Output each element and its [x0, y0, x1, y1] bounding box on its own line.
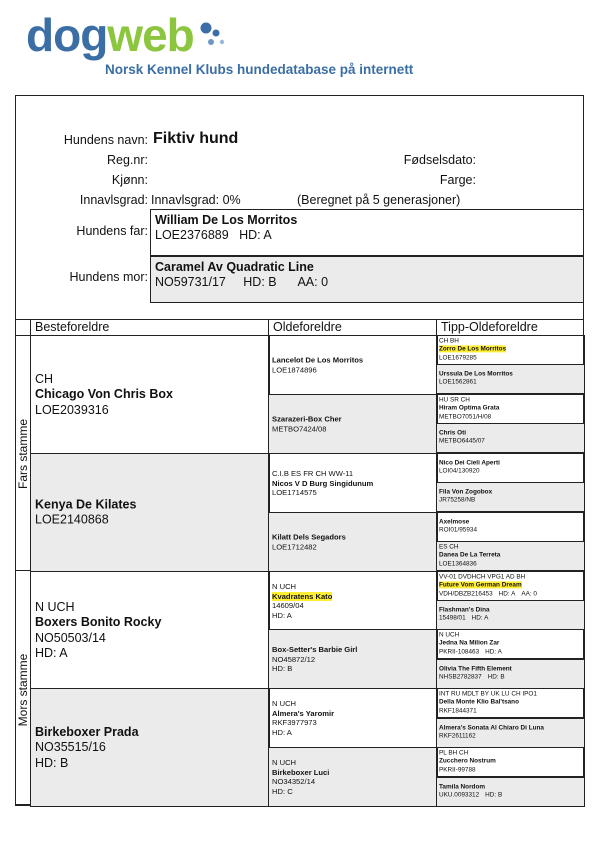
gggp-title: ES CH — [439, 543, 459, 551]
gggp-reg-line — [439, 527, 584, 535]
gp-name[interactable]: Kenya De Kilates — [35, 497, 137, 511]
gggp-reg-line — [439, 674, 584, 682]
gggp-entry — [437, 749, 584, 774]
gggp-title: PL BH CH — [439, 749, 469, 757]
gggp-entry — [437, 519, 584, 536]
mother-name[interactable]: Caramel Av Quadratic Line — [155, 260, 314, 274]
header-ggp — [268, 319, 437, 336]
ggp-hd-line — [272, 728, 437, 738]
gggp-entry — [437, 725, 584, 742]
ggp-name[interactable]: Box-Setter's Barbie Girl — [272, 644, 358, 654]
gp-title: N UCH — [35, 599, 75, 614]
gggp-title-line — [439, 690, 584, 698]
gggp-entry — [437, 460, 584, 477]
ggp-name[interactable]: Szarazeri-Box Cher — [272, 414, 342, 424]
gggp-title-line — [439, 631, 584, 639]
mother-label: Hundens mor: — [69, 270, 148, 284]
ggp-reg: NO45872/12 — [272, 654, 316, 664]
ggp-name-line — [272, 356, 437, 366]
gggp-entry — [437, 430, 584, 447]
gggp-cell — [436, 629, 585, 659]
gp-title-line — [35, 600, 269, 616]
gggp-name[interactable]: Danea De La Terreta — [439, 551, 501, 559]
ggp-hd: HD: A — [272, 727, 292, 737]
gggp-name-line — [439, 489, 584, 497]
ggp-reg-line — [272, 718, 437, 728]
gggp-reg: RKF2611162 — [439, 733, 476, 740]
gggp-cell — [436, 512, 585, 542]
dogweb-logo[interactable] — [26, 10, 446, 80]
ggp-cell — [268, 688, 438, 748]
ggp-reg: LOE1714575 — [272, 487, 317, 497]
ggp-hd-line — [272, 611, 437, 621]
gggp-reg: UKU.0093312 — [439, 792, 480, 799]
gggp-name[interactable]: Tamila Nordom — [439, 783, 486, 791]
gggp-cell — [436, 777, 585, 807]
ggp-reg: LOE1712482 — [272, 542, 317, 551]
gggp-reg: PKRII-108463 — [439, 648, 480, 656]
gggp-name[interactable]: Urssula De Los Morritos — [439, 370, 513, 378]
ggp-cell — [268, 512, 438, 572]
gggp-name-line — [439, 552, 584, 560]
ggp-name-line — [272, 478, 437, 488]
gggp-reg-line — [439, 560, 584, 568]
gggp-name[interactable]: Zucchero Nostrum — [439, 757, 496, 765]
ggp-reg-line — [272, 365, 437, 375]
ggp-reg: NO34352/14 — [272, 777, 316, 786]
gggp-reg: JR75258/NB — [439, 497, 476, 504]
gp-name-line — [35, 387, 269, 403]
father-hd: HD: A — [239, 228, 272, 242]
gggp-entry — [437, 337, 584, 362]
gp-reg: LOE2140868 — [35, 512, 109, 527]
gp-name[interactable]: Boxers Bonito Rocky — [35, 615, 162, 629]
gggp-reg-line — [439, 468, 584, 476]
gggp-name[interactable]: Axelmose — [439, 518, 470, 526]
gp-entry — [31, 724, 269, 771]
gggp-entry — [437, 573, 584, 598]
gp-cell — [30, 335, 270, 454]
gggp-hd: HD: A — [485, 648, 502, 656]
gggp-title-line — [439, 749, 584, 757]
gggp-reg: 15498/01 — [439, 615, 466, 622]
father-label: Hundens far: — [76, 224, 148, 238]
gggp-reg-line — [439, 497, 584, 505]
ggp-title-line — [272, 699, 437, 709]
ggp-entry — [269, 758, 437, 796]
gggp-cell — [436, 423, 585, 453]
ggp-reg: 14609/04 — [272, 601, 304, 610]
gggp-reg: VDH/DBZB216453 — [439, 590, 493, 598]
ggp-reg-line — [272, 777, 437, 787]
ggp-name-line — [272, 592, 437, 602]
ggp-entry — [269, 469, 437, 498]
gggp-reg: LOI04/130920 — [439, 468, 480, 475]
ggp-hd: HD: C — [272, 786, 293, 796]
ggp-name[interactable]: Kvadratens Kato — [272, 591, 333, 601]
mother-hd: HD: B — [243, 275, 277, 289]
ggp-name[interactable]: Kilatt Dels Segadors — [272, 532, 346, 542]
father-box[interactable] — [150, 209, 584, 256]
ggp-entry — [269, 699, 437, 737]
gggp-reg: METBO6445/07 — [439, 438, 485, 445]
gp-name-line — [35, 724, 269, 740]
gggp-reg: NHSB2782837 — [439, 674, 482, 681]
gggp-reg-line — [439, 413, 584, 421]
gggp-reg: LOE1679285 — [439, 354, 477, 362]
ggp-name-line — [272, 768, 437, 778]
ggp-name[interactable]: Almera's Yaromir — [272, 708, 335, 718]
gggp-cell — [436, 659, 585, 689]
gp-reg-line — [35, 402, 269, 418]
gggp-cell — [436, 600, 585, 630]
ggp-name-line — [272, 533, 437, 543]
gggp-reg: LOE1562861 — [439, 379, 477, 386]
gggp-hd: HD: B — [485, 792, 503, 799]
inbreeding-value: Innavlsgrad: 0% — [151, 193, 241, 207]
ggp-title: C.I.B ES FR CH WW-11 — [272, 468, 354, 478]
mother-reg-line — [155, 275, 579, 290]
gggp-cell — [436, 453, 585, 483]
gggp-entry — [437, 631, 584, 656]
sex-label: Kjønn: — [111, 173, 148, 187]
gggp-reg-line — [439, 379, 584, 387]
gp-name-line — [35, 497, 269, 513]
ggp-reg: METBO7424/08 — [272, 424, 327, 433]
ggp-entry — [269, 582, 437, 620]
gggp-cell — [436, 747, 585, 777]
gggp-name[interactable]: Nico Dei Cieli Aperti — [439, 459, 500, 467]
father-reg: LOE2376889 — [155, 228, 229, 242]
gggp-name[interactable]: Della Monte Klio Bal'tsano — [439, 698, 519, 706]
ggp-entry — [269, 533, 437, 552]
gp-entry — [31, 600, 269, 662]
gp-reg: NO35515/16 — [35, 739, 106, 754]
gggp-reg: METBO7051/H/08 — [439, 413, 492, 421]
gggp-name[interactable]: Hiram Optima Grata — [439, 404, 500, 412]
gggp-entry — [437, 371, 584, 388]
gggp-reg-line — [439, 766, 584, 774]
gggp-reg-line — [439, 438, 584, 446]
gggp-title-line — [439, 543, 584, 551]
gp-entry — [31, 497, 269, 528]
ggp-cell — [268, 394, 438, 454]
gggp-hd: HD: A — [471, 615, 489, 622]
header-gggp — [436, 319, 584, 336]
gggp-name-line — [439, 725, 584, 733]
gp-hd-line — [35, 646, 269, 662]
header-corner — [15, 319, 31, 336]
gggp-name-line — [439, 346, 584, 354]
gggp-reg-line — [439, 354, 584, 362]
gggp-reg: LOE1364836 — [439, 560, 477, 568]
father-reg-line — [155, 228, 579, 243]
gggp-name-line — [439, 430, 584, 438]
gggp-title-line — [439, 573, 584, 581]
ggp-reg-line — [272, 488, 437, 498]
gggp-reg-line — [439, 733, 584, 741]
gggp-name[interactable]: Zorro De Los Morritos — [439, 345, 507, 353]
gp-cell — [30, 688, 270, 807]
gggp-name[interactable]: Future Vom German Dream — [439, 581, 522, 589]
gggp-entry — [437, 690, 584, 715]
header-gggp-label: Tipp-Oldeforeldre — [441, 320, 538, 334]
gggp-name[interactable]: Almera's Sonata Al Chiaro Di Luna — [439, 724, 544, 732]
gggp-name-line — [439, 699, 584, 707]
header-ggp-label: Oldeforeldre — [273, 320, 342, 334]
ggp-name-line — [272, 415, 437, 425]
mother-box[interactable] — [150, 256, 584, 303]
ggp-cell — [268, 571, 438, 631]
gggp-name-line — [439, 607, 584, 615]
ggp-name[interactable]: Lancelot De Los Morritos — [272, 355, 364, 365]
gggp-title: CH BH — [439, 337, 459, 345]
gp-cell — [30, 571, 270, 690]
gp-title: CH — [35, 371, 54, 386]
ggp-name-line — [272, 709, 437, 719]
ggp-title-line — [272, 469, 437, 479]
gggp-entry — [437, 543, 584, 568]
ggp-reg-line — [272, 601, 437, 611]
gggp-cell — [436, 541, 585, 571]
ggp-cell — [268, 453, 438, 513]
color-label: Farge: — [439, 173, 476, 187]
logo-web-text: web — [107, 9, 194, 61]
gp-name[interactable]: Birkeboxer Prada — [35, 724, 139, 739]
gggp-title: N UCH — [439, 631, 460, 639]
ggp-hd-line — [272, 787, 437, 797]
ggp-reg: RKF3977973 — [272, 718, 317, 727]
logo-dog-text: dog — [26, 9, 108, 61]
gggp-title: HU SR CH — [439, 396, 470, 404]
gp-reg-line — [35, 513, 269, 529]
gp-reg: LOE2039316 — [35, 402, 109, 417]
gp-title-line — [35, 371, 269, 387]
name-label: Hundens navn: — [63, 133, 148, 147]
gggp-entry — [437, 607, 584, 624]
birth-label: Fødselsdato: — [403, 153, 476, 167]
gggp-aa: AA: 0 — [521, 590, 537, 598]
gp-hd: HD: A — [35, 646, 68, 660]
gggp-reg-line — [439, 792, 584, 800]
gggp-hd: HD: B — [487, 674, 505, 681]
dam-side-label: Mors stamme — [16, 653, 30, 727]
gggp-cell — [436, 688, 585, 718]
gggp-cell — [436, 335, 585, 365]
gggp-name[interactable]: Flashman's Dina — [439, 606, 490, 614]
logo-wordmark — [26, 10, 194, 60]
gggp-name[interactable]: Fila Von Zogobox — [439, 488, 493, 496]
ggp-reg: LOE1874896 — [272, 365, 317, 374]
ggp-name-line — [272, 645, 437, 655]
ggp-entry — [269, 645, 437, 674]
gp-hd: HD: B — [35, 755, 69, 770]
ggp-cell — [268, 335, 438, 395]
gggp-title-line — [439, 337, 584, 345]
reg-label: Reg.nr: — [107, 153, 148, 167]
gggp-cell — [436, 394, 585, 424]
gp-hd-line — [35, 755, 269, 771]
ggp-title: N UCH — [272, 582, 297, 591]
ggp-reg-line — [272, 542, 437, 552]
gggp-hd: HD: A — [498, 590, 516, 598]
gggp-entry — [437, 666, 584, 683]
gggp-reg-line — [439, 590, 584, 598]
inbreeding-label: Innavlsgrad: — [79, 193, 148, 207]
gp-reg: NO50503/14 — [35, 630, 106, 645]
ggp-reg-line — [272, 654, 437, 664]
ggp-title: N UCH — [272, 699, 297, 708]
gggp-cell — [436, 364, 585, 394]
gp-cell — [30, 453, 270, 572]
ggp-entry — [269, 356, 437, 375]
gggp-cell — [436, 482, 585, 512]
gggp-name-line — [439, 666, 584, 674]
gggp-cell — [436, 718, 585, 748]
ggp-name[interactable]: Nicos V D Burg Singidunum — [272, 478, 374, 488]
father-name[interactable]: William De Los Morritos — [155, 213, 298, 227]
gggp-name[interactable]: Chris Oti — [439, 429, 466, 437]
gggp-entry — [437, 784, 584, 801]
gggp-name-line — [439, 371, 584, 379]
gggp-entry — [437, 489, 584, 506]
gggp-reg-line — [439, 615, 584, 623]
sire-side-label: Fars stamme — [16, 419, 30, 490]
gggp-name-line — [439, 582, 584, 590]
gp-name-line — [35, 615, 269, 631]
dog-name: Fiktiv hund — [153, 130, 239, 147]
logo-subtitle: Norsk Kennel Klubs hundedatabase på internett — [105, 62, 414, 77]
gggp-name-line — [439, 640, 584, 648]
logo-dots-icon — [198, 20, 238, 50]
ggp-title-line — [272, 582, 437, 592]
gggp-reg: ROI01/95934 — [439, 527, 478, 534]
ggp-entry — [269, 415, 437, 434]
gggp-name-line — [439, 784, 584, 792]
ggp-hd-line — [272, 664, 437, 674]
ggp-cell — [268, 629, 438, 689]
header-gp-label: Besteforeldre — [35, 320, 110, 334]
gp-reg-line — [35, 740, 269, 756]
gggp-reg: RKF1844371 — [439, 707, 477, 715]
gggp-title: VV-01 DVDHCH VPG1 AD BH — [439, 573, 526, 581]
gggp-title: INT RU MDLT BY UK LU CH IPO1 — [439, 690, 537, 698]
ggp-hd: HD: A — [272, 610, 292, 620]
ggp-hd: HD: B — [272, 663, 293, 673]
gggp-title-line — [439, 396, 584, 404]
gp-entry — [31, 371, 269, 418]
gggp-cell — [436, 571, 585, 601]
ggp-name[interactable]: Birkeboxer Luci — [272, 767, 330, 777]
gggp-name[interactable]: Olivia The Fifth Element — [439, 665, 512, 673]
gggp-name-line — [439, 460, 584, 468]
gggp-entry — [437, 396, 584, 421]
gggp-reg-line — [439, 648, 584, 656]
ggp-title: N UCH — [272, 758, 297, 767]
gggp-name-line — [439, 758, 584, 766]
gp-name[interactable]: Chicago Von Chris Box — [35, 386, 173, 401]
gp-reg-line — [35, 631, 269, 647]
gggp-name-line — [439, 405, 584, 413]
inbreeding-note: (Beregnet på 5 generasjoner) — [297, 193, 461, 207]
header-gp — [30, 319, 269, 336]
mother-reg: NO59731/17 — [155, 275, 226, 289]
mother-aa: AA: 0 — [297, 275, 329, 289]
ggp-cell — [268, 747, 438, 807]
gggp-reg-line — [439, 707, 584, 715]
gggp-name-line — [439, 519, 584, 527]
ggp-reg-line — [272, 424, 437, 434]
gggp-reg: PKRII-99788 — [439, 766, 476, 774]
gggp-name[interactable]: Jedna Na Milion Zar — [439, 639, 500, 647]
ggp-title-line — [272, 758, 437, 768]
